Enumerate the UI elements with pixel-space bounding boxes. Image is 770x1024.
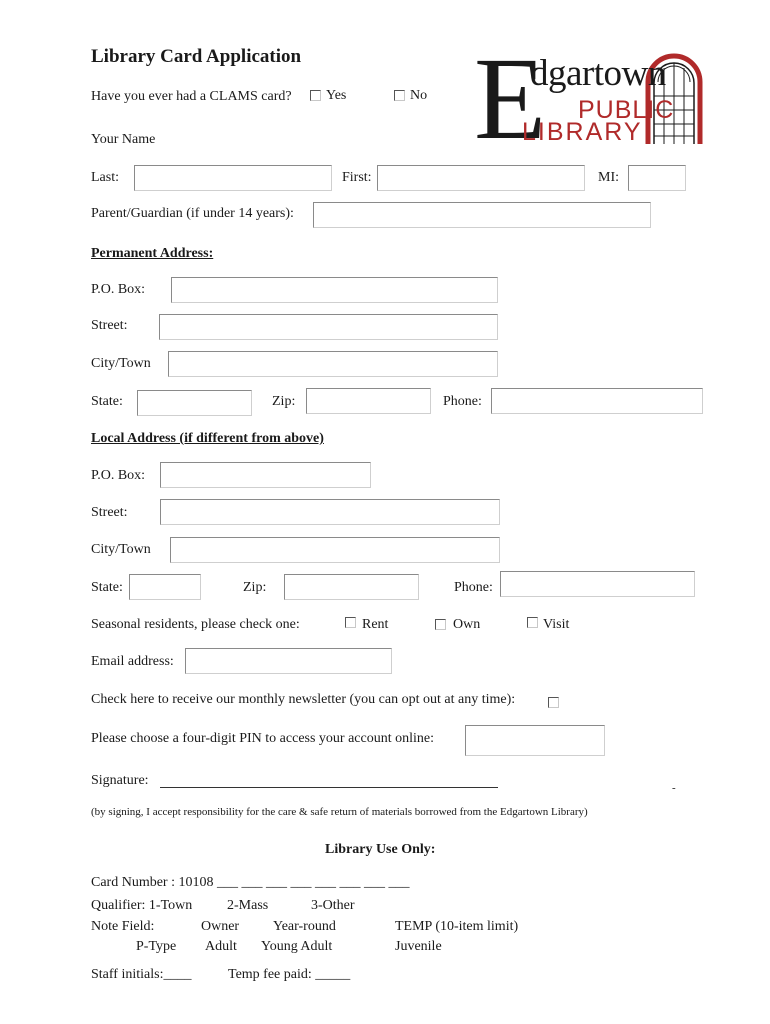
seasonal-visit-checkbox[interactable] <box>527 617 538 628</box>
note-field-label: Note Field: <box>91 919 155 934</box>
perm-zip-field[interactable] <box>306 388 431 414</box>
page-title: Library Card Application <box>91 46 302 67</box>
perm-street-field[interactable] <box>159 314 498 340</box>
ptype-adult: Adult <box>205 939 237 954</box>
last-name-label: Last: <box>91 170 119 185</box>
ptype-juvenile: Juvenile <box>395 939 442 954</box>
local-street-field[interactable] <box>160 499 500 525</box>
qualifier-mass: 2-Mass <box>227 898 269 913</box>
perm-phone-field[interactable] <box>491 388 703 414</box>
local-zip-field[interactable] <box>284 574 419 600</box>
seasonal-rent-label: Rent <box>362 617 389 632</box>
parent-guardian-label: Parent/Guardian (if under 14 years): <box>91 206 294 221</box>
perm-state-label: State: <box>91 394 123 409</box>
logo-public: PUBLIC <box>578 96 675 124</box>
note-temp: TEMP (10-item limit) <box>395 919 519 934</box>
local-street-label: Street: <box>91 505 128 520</box>
local-phone-field[interactable] <box>500 571 695 597</box>
seasonal-visit-label: Visit <box>543 617 570 632</box>
first-name-field[interactable] <box>377 165 585 191</box>
signature-dash: - <box>672 782 676 794</box>
staff-initials: Staff initials:____ <box>91 967 192 982</box>
local-city-label: City/Town <box>91 542 151 557</box>
seasonal-rent-checkbox[interactable] <box>345 617 356 628</box>
newsletter-label: Check here to receive our monthly newsletter (you can opt out at any time): <box>91 692 516 707</box>
local-phone-label: Phone: <box>454 580 493 595</box>
pin-field[interactable] <box>465 725 605 756</box>
perm-phone-label: Phone: <box>443 394 482 409</box>
perm-state-field[interactable] <box>137 390 252 416</box>
seasonal-own-checkbox[interactable] <box>435 619 446 630</box>
clams-yes-label: Yes <box>326 88 347 103</box>
qualifier-label: Qualifier: 1-Town <box>91 898 193 913</box>
signature-line[interactable] <box>160 787 498 788</box>
ptype-young-adult: Young Adult <box>261 939 333 954</box>
parent-guardian-field[interactable] <box>313 202 651 228</box>
signature-disclaimer: (by signing, I accept responsibility for the care & safe return of materials borrowed from the Edgartown Library) <box>91 806 588 818</box>
local-state-field[interactable] <box>129 574 201 600</box>
logo-library: LIBRARY <box>522 118 643 146</box>
newsletter-checkbox[interactable] <box>548 697 559 708</box>
first-name-label: First: <box>342 170 372 185</box>
seasonal-own-label: Own <box>453 617 481 632</box>
temp-fee-paid: Temp fee paid: _____ <box>228 967 351 982</box>
local-po-box-field[interactable] <box>160 462 371 488</box>
your-name-heading: Your Name <box>91 132 156 147</box>
local-zip-label: Zip: <box>243 580 267 595</box>
pin-label: Please choose a four-digit PIN to access your account online: <box>91 731 435 746</box>
permanent-address-heading: Permanent Address: <box>91 246 214 261</box>
local-city-field[interactable] <box>170 537 500 563</box>
card-number: Card Number : 10108 ___ ___ ___ ___ ___ ___ ___ ___ <box>91 875 410 890</box>
logo-edgartown: dgartown <box>530 53 666 94</box>
last-name-field[interactable] <box>134 165 332 191</box>
clams-no-checkbox[interactable] <box>394 90 405 101</box>
email-field[interactable] <box>185 648 392 674</box>
perm-zip-label: Zip: <box>272 394 296 409</box>
mi-label: MI: <box>598 170 619 185</box>
library-use-heading: Library Use Only: <box>325 842 436 857</box>
ptype-label: P-Type <box>136 939 177 954</box>
clams-question: Have you ever had a CLAMS card? <box>91 89 292 104</box>
mi-field[interactable] <box>628 165 686 191</box>
perm-po-box-label: P.O. Box: <box>91 282 146 297</box>
perm-street-label: Street: <box>91 318 128 333</box>
clams-yes-checkbox[interactable] <box>310 90 321 101</box>
note-year-round: Year-round <box>273 919 336 934</box>
seasonal-label: Seasonal residents, please check one: <box>91 617 300 632</box>
local-state-label: State: <box>91 580 123 595</box>
local-address-heading: Local Address (if different from above) <box>91 431 324 446</box>
note-owner: Owner <box>201 919 240 934</box>
clams-no-label: No <box>410 88 428 103</box>
email-label: Email address: <box>91 654 174 669</box>
perm-po-box-field[interactable] <box>171 277 498 303</box>
perm-city-label: City/Town <box>91 356 151 371</box>
local-po-box-label: P.O. Box: <box>91 468 146 483</box>
qualifier-other: 3-Other <box>311 898 355 913</box>
logo-letter-e: E <box>474 33 547 164</box>
signature-label: Signature: <box>91 773 149 788</box>
perm-city-field[interactable] <box>168 351 498 377</box>
